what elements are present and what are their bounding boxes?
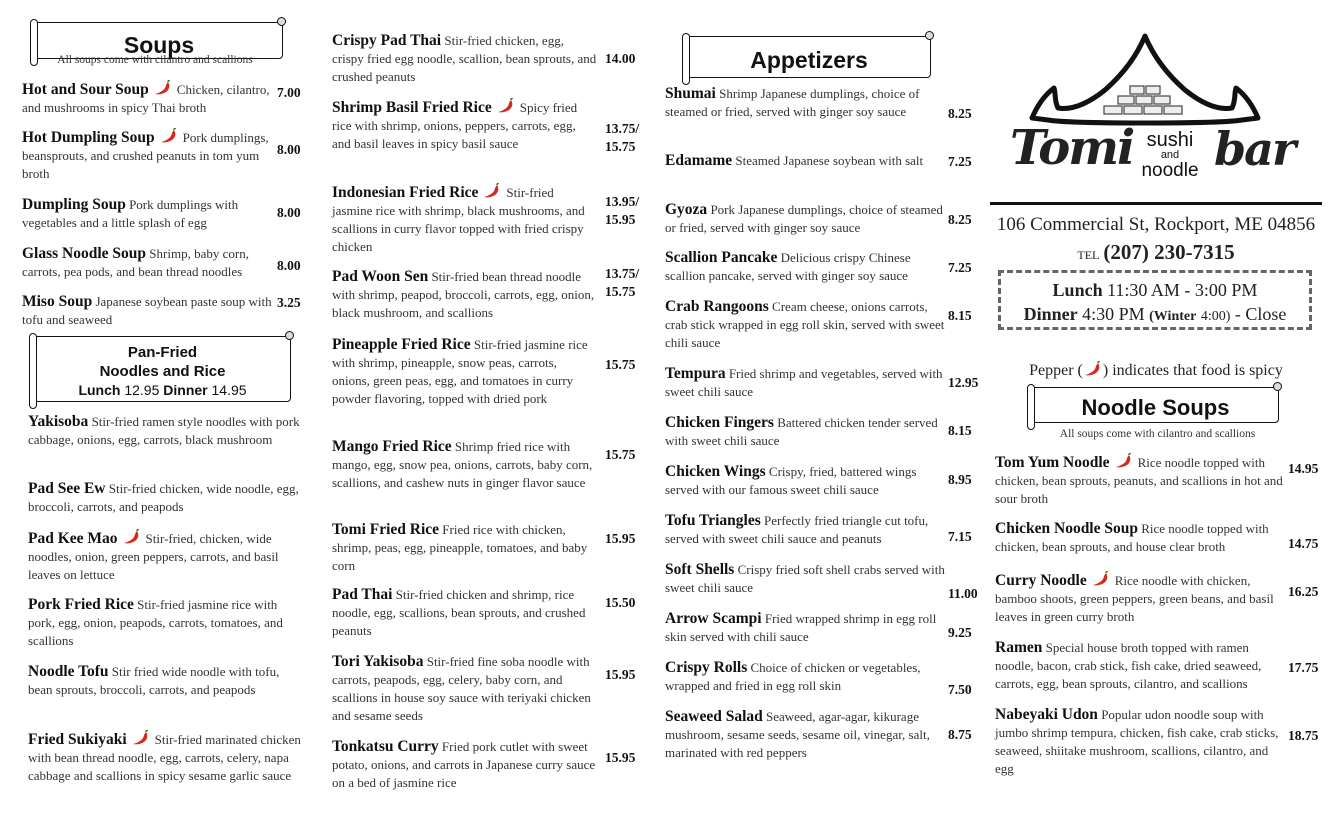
item-description: Pork dumplings with vegetables and a little splash of egg <box>22 197 239 230</box>
menu-item <box>22 293 277 329</box>
menu-item <box>995 571 1285 626</box>
item-description: Stir-fried jasmine rice with pork, egg, onion, peapods, carrots, tomatoes, and scallions <box>28 597 283 648</box>
item-name: Pad See Ew <box>28 480 106 497</box>
noodle-soups-title: Noodle Soups <box>1081 395 1230 420</box>
menu-item <box>665 512 945 548</box>
item-description: Stir-fried marinated chicken with bean thread noodle, egg, carrots, celery, napa cabbage and scallions in spicy sesame garlic sauce <box>28 732 301 783</box>
item-description: Spicy fried rice with shrimp, onions, peppers, carrots, egg, and basil leaves in spicy basil sauce <box>332 100 578 151</box>
pepper-icon <box>1091 571 1111 587</box>
item-description: Rice noodle with chicken, bamboo shoots, green peppers, green beans, and basil leaves in green curry broth <box>995 573 1274 624</box>
item-name: Scallion Pancake <box>665 249 778 266</box>
menu-item <box>665 463 945 499</box>
item-price: 15.50 <box>605 595 636 610</box>
menu-item <box>332 32 597 86</box>
item-name: Tori Yakisoba <box>332 653 424 670</box>
item-name: Noodle Tofu <box>28 663 109 680</box>
item-description: Pork dumplings, beansprouts, and crushed peanuts in tom yum broth <box>22 130 269 181</box>
item-description: Shrimp Japanese dumplings, choice of steamed or fried, served with ginger soy sauce <box>665 86 920 119</box>
item-description: Stir-fried fine soba noodle with carrots, peapods, egg, celery, baby corn, and scallions in house soy sauce with teriyaki chicken and sesame seeds <box>332 654 591 723</box>
menu-item <box>332 98 597 153</box>
item-price: 13.95/ 15.95 <box>605 194 640 227</box>
pepper-icon <box>122 529 142 545</box>
item-name: Ramen <box>995 639 1043 656</box>
lunch-label: Lunch <box>1052 280 1103 300</box>
item-price: 8.25 <box>948 212 972 227</box>
item-name: Curry Noodle <box>995 572 1087 589</box>
lunch-hours: 11:30 AM - 3:00 PM <box>1107 280 1258 300</box>
menu-item <box>332 336 597 408</box>
close-label: - Close <box>1234 304 1287 324</box>
item-description: Steamed Japanese soybean with salt <box>735 153 924 168</box>
item-name: Tomi Fried Rice <box>332 521 440 538</box>
item-description: Rice noodle topped with chicken, bean sprouts, peanuts, and scallions in hot and sour broth <box>995 455 1283 506</box>
item-price: 7.00 <box>277 85 301 100</box>
menu-item <box>22 196 277 232</box>
item-name: Crab Rangoons <box>665 298 769 315</box>
item-price: 7.25 <box>948 260 972 275</box>
item-price: 15.75 <box>605 357 636 372</box>
panfried-title-1: Pan-Fried <box>127 344 198 361</box>
logo-bar: bar <box>1214 122 1295 176</box>
panfried-dinner-price: 14.95 <box>211 382 247 398</box>
item-name: Arrow Scampi <box>665 610 762 627</box>
item-price: 15.95 <box>605 667 636 682</box>
item-price: 3.25 <box>277 295 301 310</box>
item-name: Pad Kee Mao <box>28 530 118 547</box>
pepper-icon <box>131 730 151 746</box>
menu-item <box>665 708 945 762</box>
menu-item <box>22 245 277 281</box>
item-price: 8.15 <box>948 308 972 323</box>
item-price: 15.75 <box>605 447 636 462</box>
item-price: 14.75 <box>1288 536 1319 551</box>
item-description: Cream cheese, onions carrots, crab stick wrapped in egg roll skin, served with sweet chili sauce <box>665 299 945 350</box>
tel-label: TEL <box>1077 248 1100 262</box>
item-description: Choice of chicken or vegetables, wrapped and fried in egg roll skin <box>665 660 921 693</box>
item-name: Indonesian Fried Rice <box>332 184 479 201</box>
menu-item <box>665 298 945 352</box>
item-price: 17.75 <box>1288 660 1319 675</box>
item-name: Glass Noodle Soup <box>22 245 147 262</box>
item-price: 8.95 <box>948 472 972 487</box>
logo-noodle: noodle <box>1141 160 1199 181</box>
menu-item <box>995 453 1285 508</box>
item-name: Hot and Sour Soup <box>22 81 149 98</box>
menu-item <box>28 413 303 449</box>
menu-item <box>332 586 597 640</box>
menu-item <box>28 663 303 699</box>
item-description: Rice noodle topped with chicken, bean sprouts, and house clear broth <box>995 521 1269 554</box>
menu-item <box>28 596 303 650</box>
item-name: Pad Woon Sen <box>332 268 429 285</box>
logo-divider <box>990 202 1322 205</box>
dinner-hours: 4:30 PM <box>1082 304 1145 324</box>
item-description: Stir fried wide noodle with tofu, bean sprouts, broccoli, carrots, and peapods <box>28 664 280 697</box>
menu-item <box>665 365 945 401</box>
appetizers-banner <box>687 36 931 78</box>
item-name: Shumai <box>665 85 716 102</box>
item-name: Pork Fried Rice <box>28 596 134 613</box>
menu-item <box>332 268 597 322</box>
menu-item <box>995 520 1285 556</box>
item-name: Nabeyaki Udon <box>995 706 1098 723</box>
logo-sushi: sushi <box>1146 129 1194 151</box>
item-name: Tempura <box>665 365 726 382</box>
item-price: 8.00 <box>277 142 301 157</box>
item-price: 8.75 <box>948 727 972 742</box>
item-price: 15.95 <box>605 531 636 546</box>
menu-item <box>332 521 597 575</box>
item-name: Seaweed Salad <box>665 708 763 725</box>
item-description: Fried pork cutlet with sweet potato, onions, and carrots in Japanese curry sauce on a bed of jasmine rice <box>332 739 596 790</box>
menu-item <box>332 738 597 792</box>
menu-item <box>665 249 945 285</box>
item-price: 7.50 <box>948 682 972 697</box>
pepper-icon <box>153 80 173 96</box>
item-name: Mango Fried Rice <box>332 438 452 455</box>
logo-and: and <box>1160 149 1180 161</box>
item-name: Dumpling Soup <box>22 196 126 213</box>
item-description: Stir-fried bean thread noodle with shrimp, peapod, broccoli, carrots, egg, onion, black mushroom, and scallions <box>332 269 595 320</box>
item-price: 12.95 <box>948 375 979 390</box>
dinner-label: Dinner <box>1023 304 1078 324</box>
menu-item <box>332 653 597 725</box>
item-name: Soft Shells <box>665 561 735 578</box>
item-name: Shrimp Basil Fried Rice <box>332 99 492 116</box>
menu-item <box>665 85 945 121</box>
pepper-icon <box>1083 361 1103 377</box>
menu-item <box>665 414 945 450</box>
item-price: 16.25 <box>1288 584 1319 599</box>
item-price: 13.75/ 15.75 <box>605 121 640 154</box>
menu-item <box>332 438 597 492</box>
item-description: Crispy fried soft shell crabs served with sweet chili sauce <box>665 562 945 595</box>
item-description: Fried wrapped shrimp in egg roll skin served with chili sauce <box>665 611 937 644</box>
item-name: Pad Thai <box>332 586 393 603</box>
panfried-lunch-label: Lunch <box>78 382 121 398</box>
item-description: Stir-fried chicken, wide noodle, egg, broccoli, carrots, and peapods <box>28 481 299 514</box>
item-description: Perfectly fried triangle cut tofu, served with sweet chili sauce and peanuts <box>665 513 929 546</box>
menu-item <box>665 561 945 597</box>
item-description: Stir-fried jasmine rice with shrimp, black mushrooms, and scallions in curry flavor topped with fried crispy chicken <box>332 185 585 254</box>
menu-item <box>22 128 277 183</box>
item-description: Pork Japanese dumplings, choice of steamed or fried, served with ginger soy sauce <box>665 202 943 235</box>
menu-item <box>22 80 277 117</box>
item-name: Tofu Triangles <box>665 512 761 529</box>
pepper-icon <box>159 128 179 144</box>
pepper-icon <box>1114 453 1134 469</box>
item-name: Tom Yum Noodle <box>995 454 1110 471</box>
item-description: Fried rice with chicken, shrimp, peas, egg, pineapple, tomatoes, and baby corn <box>332 522 588 573</box>
phone: (207) 230-7315 <box>1103 240 1235 264</box>
restaurant-logo <box>1000 28 1320 208</box>
panfried-banner <box>34 336 291 402</box>
menu-item <box>28 480 303 516</box>
item-price: 13.75/ 15.75 <box>605 266 640 299</box>
logo-tomi: Tomi <box>1010 120 1134 176</box>
hours-box <box>998 270 1312 330</box>
item-name: Gyoza <box>665 201 708 218</box>
item-price: 14.95 <box>1288 461 1319 476</box>
item-name: Yakisoba <box>28 413 89 430</box>
item-description: Stir-fried jasmine rice with shrimp, pineapple, snow peas, carrots, onions, green peas, egg, and tomatoes in curry powder flavoring, topped with dried pork <box>332 337 588 406</box>
item-name: Tonkatsu Curry <box>332 738 439 755</box>
item-name: Miso Soup <box>22 293 93 310</box>
menu-item <box>28 730 303 785</box>
item-name: Chicken Fingers <box>665 414 774 431</box>
item-description: Japanese soybean paste soup with tofu and seaweed <box>22 294 272 327</box>
item-description: Seaweed, agar-agar, kikurage mushroom, sesame seeds, sesame oil, vinegar, salt, marinated with red peppers <box>665 709 930 760</box>
item-name: Chicken Wings <box>665 463 766 480</box>
item-description: Battered chicken tender served with sweet chili sauce <box>665 415 938 448</box>
item-name: Chicken Noodle Soup <box>995 520 1138 537</box>
item-name: Crispy Rolls <box>665 659 748 676</box>
item-price: 7.15 <box>948 529 972 544</box>
item-description: Crispy, fried, battered wings served with our famous sweet chili sauce <box>665 464 917 497</box>
pepper-note: Pepper ( ) indicates that food is spicy <box>1029 362 1283 379</box>
item-price: 8.00 <box>277 258 301 273</box>
item-price: 8.25 <box>948 106 972 121</box>
noodle-soups-note: All soups come with cilantro and scallions <box>1059 428 1256 440</box>
menu-item <box>332 183 597 256</box>
winter-hours: 4:00) <box>1200 309 1231 324</box>
item-price: 8.15 <box>948 423 972 438</box>
pepper-icon <box>496 98 516 114</box>
item-description: Stir-fried chicken, egg, crispy fried egg noodle, scallion, bean sprouts, and crushed peanuts <box>332 33 597 84</box>
soups-note: All soups come with cilantro and scallions <box>57 54 253 66</box>
item-name: Edamame <box>665 152 733 169</box>
item-description: Delicious crispy Chinese scallion pancake, served with ginger soy sauce <box>665 250 911 283</box>
item-description: Stir-fried ramen style noodles with pork cabbage, onions, egg, carrots, black mushroom <box>28 414 300 447</box>
menu-item <box>665 659 945 695</box>
winter-label: (Winter <box>1149 309 1197 324</box>
item-price: 14.00 <box>605 51 636 66</box>
address: 106 Commercial St, Rockport, ME 04856 <box>996 214 1316 235</box>
pepper-icon <box>482 183 502 199</box>
item-price: 18.75 <box>1288 728 1319 743</box>
item-description: Fried shrimp and vegetables, served with sweet chili sauce <box>665 366 943 399</box>
menu-item <box>995 706 1285 778</box>
panfried-dinner-label: Dinner <box>163 382 208 398</box>
item-price: 7.25 <box>948 154 972 169</box>
item-price: 9.25 <box>948 625 972 640</box>
item-price: 11.00 <box>948 586 978 601</box>
item-price: 8.00 <box>277 205 301 220</box>
menu-item <box>665 152 945 170</box>
noodle-soups-banner <box>1032 387 1279 423</box>
panfried-title-2: Noodles and Rice <box>99 363 226 380</box>
item-name: Fried Sukiyaki <box>28 731 127 748</box>
menu-item <box>995 639 1285 693</box>
item-description: Stir-fried, chicken, wide noodles, onion, green peppers, carrots, and basil leaves on lettuce <box>28 531 279 582</box>
menu-item <box>665 610 945 646</box>
item-description: Shrimp fried rice with mango, egg, snow pea, onions, carrots, baby corn, scallions, and cashew nuts in ginger flavor sauce <box>332 439 593 490</box>
item-description: Popular udon noodle soup with jumbo shrimp tempura, chicken, fish cake, crab sticks, seaweed, shiitake mushroom, scallions, cilantro, and egg <box>995 707 1279 776</box>
panfried-lunch-price: 12.95 <box>124 382 160 398</box>
item-name: Pineapple Fried Rice <box>332 336 471 353</box>
item-description: Chicken, cilantro, and mushrooms in spicy Thai broth <box>22 82 270 115</box>
soups-title: Soups <box>123 32 195 58</box>
item-description: Shrimp, baby corn, carrots, pea pods, and bean thread noodles <box>22 246 249 279</box>
menu-item <box>28 529 303 584</box>
item-description: Stir-fried chicken and shrimp, rice noodle, egg, scallions, bean sprouts, and crushed peanuts <box>332 587 586 638</box>
item-description: Special house broth topped with ramen noodle, bacon, crab stick, fish cake, dried seaweed, carrots, egg, bean sprouts, cilantro, and scallions <box>995 640 1262 691</box>
menu-item <box>665 201 945 237</box>
item-name: Hot Dumpling Soup <box>22 129 155 146</box>
item-name: Crispy Pad Thai <box>332 32 442 49</box>
item-price: 15.95 <box>605 750 636 765</box>
appetizers-title: Appetizers <box>750 47 868 73</box>
